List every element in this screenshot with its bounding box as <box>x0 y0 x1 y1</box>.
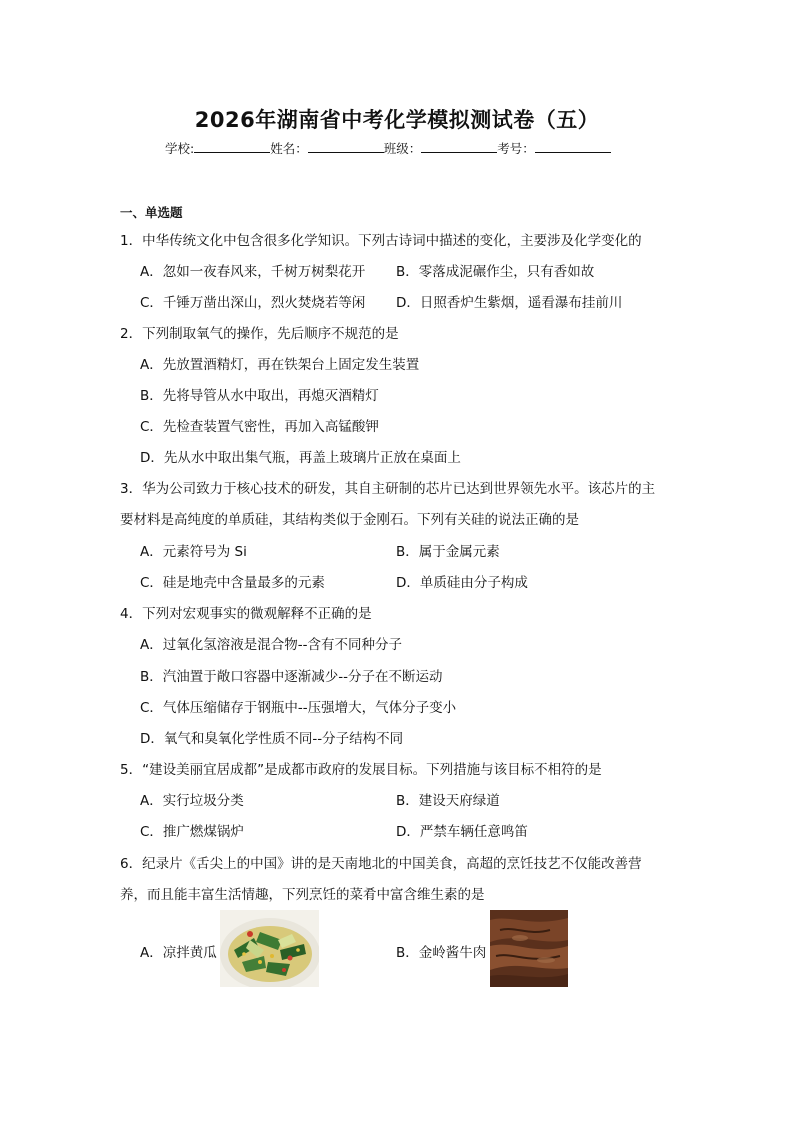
question-5-stem: 5．“建设美丽宜居成都”是成都市政府的发展目标。下列措施与该目标不相符的是 <box>120 762 602 778</box>
question-5-option-a[interactable]: A．实行垃圾分类 <box>140 793 244 809</box>
question-4-option-a[interactable]: A．过氧化氢溶液是混合物--含有不同种分子 <box>140 637 402 653</box>
class-blank[interactable] <box>421 140 497 153</box>
question-4-option-c[interactable]: C．气体压缩储存于钢瓶中--压强增大，气体分子变小 <box>140 700 457 716</box>
question-2-option-c[interactable]: C．先检查装置气密性，再加入高锰酸钾 <box>140 419 379 435</box>
question-3-option-b[interactable]: B．属于金属元素 <box>396 544 500 560</box>
name-label: 姓名： <box>270 141 308 156</box>
question-4-stem: 4．下列对宏观事实的微观解释不正确的是 <box>120 606 372 622</box>
question-2-option-d[interactable]: D．先从水中取出集气瓶，再盖上玻璃片正放在桌面上 <box>140 450 461 466</box>
question-1-option-c[interactable]: C．千锤万凿出深山，烈火焚烧若等闲 <box>140 295 366 311</box>
student-info-line <box>165 139 611 157</box>
braised-beef-image <box>490 910 568 987</box>
question-2-option-b[interactable]: B．先将导管从水中取出，再熄灭酒精灯 <box>140 388 379 404</box>
page-title: 2026年湖南省中考化学模拟测试卷（五） <box>194 108 600 132</box>
name-blank[interactable] <box>308 140 384 153</box>
question-3-stem-line-1: 3．华为公司致力于核心技术的研发，其自主研制的芯片已达到世界领先水平。该芯片的主 <box>120 481 656 497</box>
question-5-option-b[interactable]: B．建设天府绿道 <box>396 793 500 809</box>
number-label: 考号： <box>497 141 535 156</box>
class-label: 班级： <box>383 141 422 156</box>
question-3-option-d[interactable]: D．单质硅由分子构成 <box>396 575 528 591</box>
question-3-option-a[interactable]: A．元素符号为 Si <box>140 544 247 560</box>
question-4-option-d[interactable]: D．氧气和臭氧化学性质不同--分子结构不同 <box>140 731 404 747</box>
number-blank[interactable] <box>535 140 611 153</box>
question-6-stem-line-1: 6．纪录片《舌尖上的中国》讲的是天南地北的中国美食，高超的烹饪技艺不仅能改善营 <box>120 856 642 872</box>
question-6-stem-line-2: 养，而且能丰富生活情趣，下列烹饪的菜肴中富含维生素的是 <box>120 887 485 903</box>
question-5-option-c[interactable]: C．推广燃煤锅炉 <box>140 824 244 840</box>
question-1-option-b[interactable]: B．零落成泥碾作尘，只有香如故 <box>396 264 595 280</box>
question-2-stem: 2．下列制取氧气的操作，先后顺序不规范的是 <box>120 326 399 342</box>
question-4-option-b[interactable]: B．汽油置于敞口容器中逐渐减少--分子在不断运动 <box>140 669 443 685</box>
cucumber-salad-image <box>220 910 319 987</box>
question-6-option-b[interactable]: B．金岭酱牛肉 <box>396 945 487 961</box>
school-blank[interactable] <box>194 140 270 153</box>
question-6-option-a[interactable]: A．凉拌黄瓜 <box>140 945 217 961</box>
school-label: 学校: <box>165 141 195 156</box>
question-3-stem-line-2: 要材料是高纯度的单质硅，其结构类似于金刚石。下列有关硅的说法正确的是 <box>120 512 579 528</box>
question-3-option-c[interactable]: C．硅是地壳中含量最多的元素 <box>140 575 325 591</box>
question-1-option-a[interactable]: A．忽如一夜春风来，千树万树梨花开 <box>140 264 366 280</box>
question-1-stem: 1．中华传统文化中包含很多化学知识。下列古诗词中描述的变化，主要涉及化学变化的 <box>120 233 642 249</box>
question-1-option-d[interactable]: D．日照香炉生紫烟，遥看瀑布挂前川 <box>396 295 623 311</box>
question-5-option-d[interactable]: D．严禁车辆任意鸣笛 <box>396 824 528 840</box>
question-2-option-a[interactable]: A．先放置酒精灯，再在铁架台上固定发生装置 <box>140 357 420 373</box>
section-heading: 一、单选题 <box>120 205 183 220</box>
